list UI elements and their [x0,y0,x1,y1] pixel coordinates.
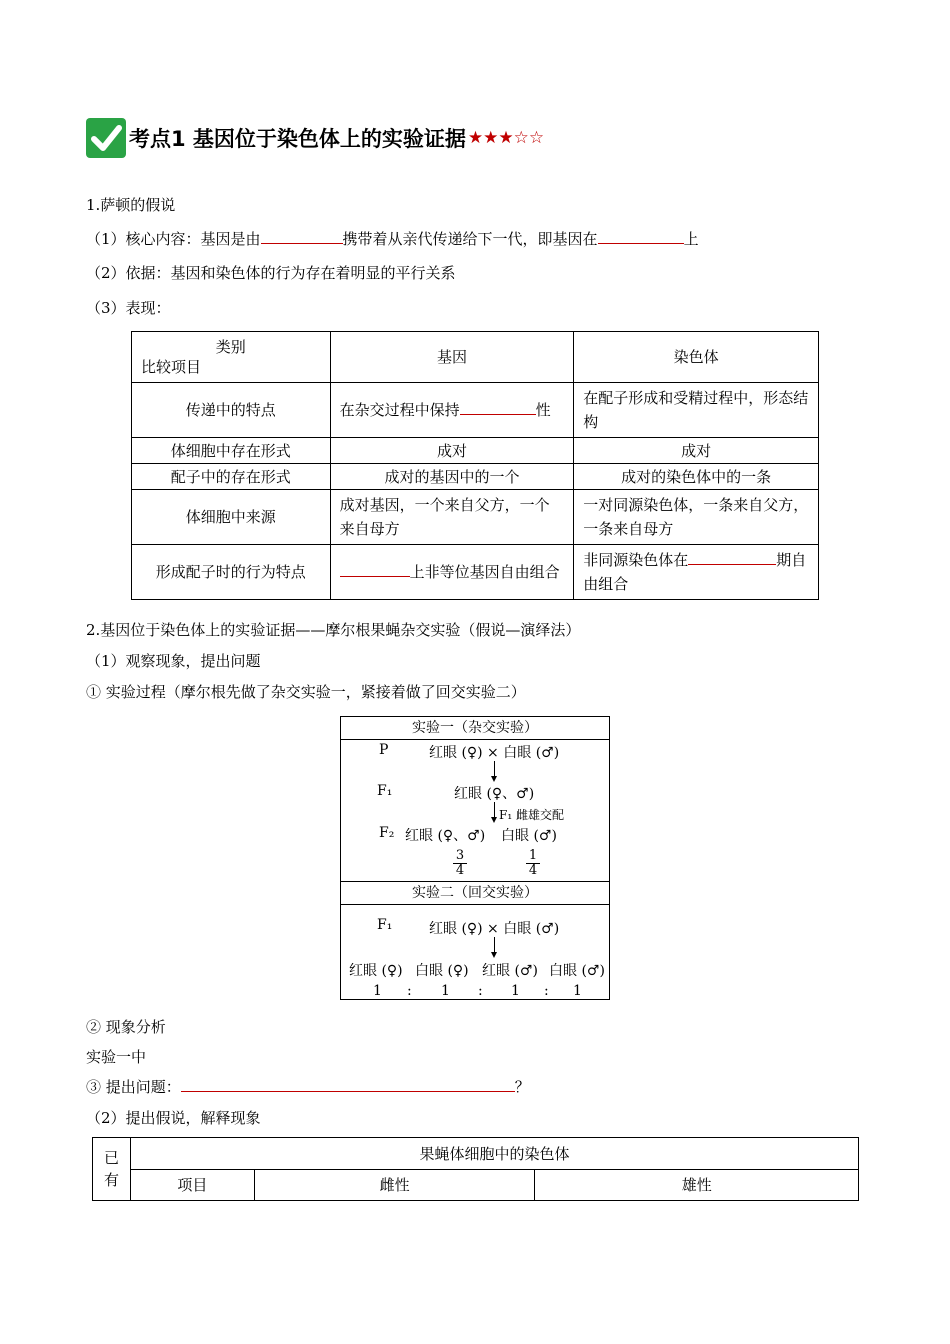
table-corner-header: 类别 比较项目 [132,332,331,383]
cell-chromosome: 在配子形成和受精过程中，形态结构 [574,383,819,438]
ratio-value: 1 [573,983,582,999]
exp1-header: 实验一（杂交实验） [341,717,609,740]
f2-red: 红眼 (♀、♂) [405,828,486,844]
ratio-sep: : [544,983,549,999]
col-male: 雄性 [535,1170,859,1201]
header-chromosome: 染色体 [574,332,819,383]
fill-blank[interactable] [460,400,536,415]
cell-chromosome: 成对的染色体中的一条 [574,464,819,490]
arrow-head [491,952,497,958]
row-label: 体细胞中存在形式 [132,438,331,464]
s1-core-content: （1）核心内容：基因是由 携带着从亲代传递给下一代，即基因在 上 [86,230,699,248]
ratio-value: 1 [373,983,382,999]
fill-blank[interactable] [261,229,343,244]
arrow-head [491,817,497,823]
f2-white: 白眼 (♂) [501,828,557,844]
fraction-3-4: $\frac{3}{4}$ [453,849,467,878]
ratio-value: 1 [511,983,520,999]
arrow-line [494,937,495,953]
offspring-4: 白眼 (♂) [549,963,605,979]
cell-gene: 成对基因，一个来自父方，一个来自母方 [330,490,574,545]
offspring-2: 白眼 (♀) [415,963,469,979]
label-f1: F₁ [377,783,393,799]
fill-blank[interactable] [340,562,410,577]
fill-blank[interactable] [598,229,684,244]
s2-question: ③ 提出问题： ？ [86,1078,530,1096]
cell-chromosome: 非同源染色体在 期自由组合 [574,545,819,600]
label-f1b: F₁ [377,917,393,933]
row-label: 形成配子时的行为特点 [132,545,331,600]
heading-title: 考点1 基因位于染色体上的实验证据 [129,127,466,151]
s2-analysis: ② 现象分析 [86,1018,166,1036]
arrow-head [491,776,497,782]
arrow-line [494,802,495,818]
header-gene: 基因 [330,332,574,383]
fill-blank[interactable] [181,1077,515,1092]
experiment-diagram [340,716,610,1000]
cell-gene: 成对的基因中的一个 [330,464,574,490]
cell-chromosome: 成对 [574,438,819,464]
label-p: P [379,742,389,758]
col-item: 项目 [130,1170,254,1201]
cell-gene: 在杂交过程中保持 性 [330,383,574,438]
f1b-cross: 红眼 (♀) × 白眼 (♂) [429,921,560,937]
table2-header: 果蝇体细胞中的染色体 [130,1138,858,1170]
offspring-1: 红眼 (♀) [349,963,403,979]
s2-hypothesis: （2）提出假说，解释现象 [86,1109,261,1127]
cell-gene: 成对 [330,438,574,464]
section-heading [86,118,544,158]
cell-gene: 上非等位基因自由组合 [330,545,574,600]
row-label: 配子中的存在形式 [132,464,331,490]
s2-process: ① 实验过程（摩尔根先做了杂交实验一，紧接着做了回交实验二） [86,683,526,701]
fill-blank[interactable] [688,550,776,565]
s1-basis: （2）依据：基因和染色体的行为存在着明显的平行关系 [86,264,456,282]
s2-exp1-note: 实验一中 [86,1048,147,1066]
s1-expression: （3）表现： [86,299,171,317]
p-cross: 红眼 (♀) × 白眼 (♂) [429,745,560,761]
fraction-1-4: $\frac{1}{4}$ [526,849,540,878]
col-female: 雌性 [254,1170,535,1201]
ratio-sep: : [478,983,483,999]
s2-title: 2.基因位于染色体上的实验证据——摩尔根果蝇杂交实验（假说—演绎法） [86,621,581,639]
offspring-3: 红眼 (♂) [482,963,538,979]
cell-chromosome: 一对同源染色体，一条来自父方，一条来自母方 [574,490,819,545]
chromosome-table [92,1137,859,1201]
side-label: 已 有 [93,1138,131,1201]
row-label: 传递中的特点 [132,383,331,438]
exp2-header: 实验二（回交实验） [341,881,609,905]
ratio-sep: : [407,983,412,999]
arrow-line [494,761,495,777]
row-label: 体细胞中来源 [132,490,331,545]
s1-title: 1.萨顿的假说 [86,196,176,214]
s2-step1: （1）观察现象，提出问题 [86,652,261,670]
f1-note: F₁ 雌雄交配 [499,808,564,822]
ratio-value: 1 [441,983,450,999]
rating-stars: ★★★☆☆ [467,128,545,148]
comparison-table [131,331,819,600]
f1-phenotype: 红眼 (♀、♂) [454,786,535,802]
check-icon [86,118,126,158]
label-f2: F₂ [379,825,395,841]
